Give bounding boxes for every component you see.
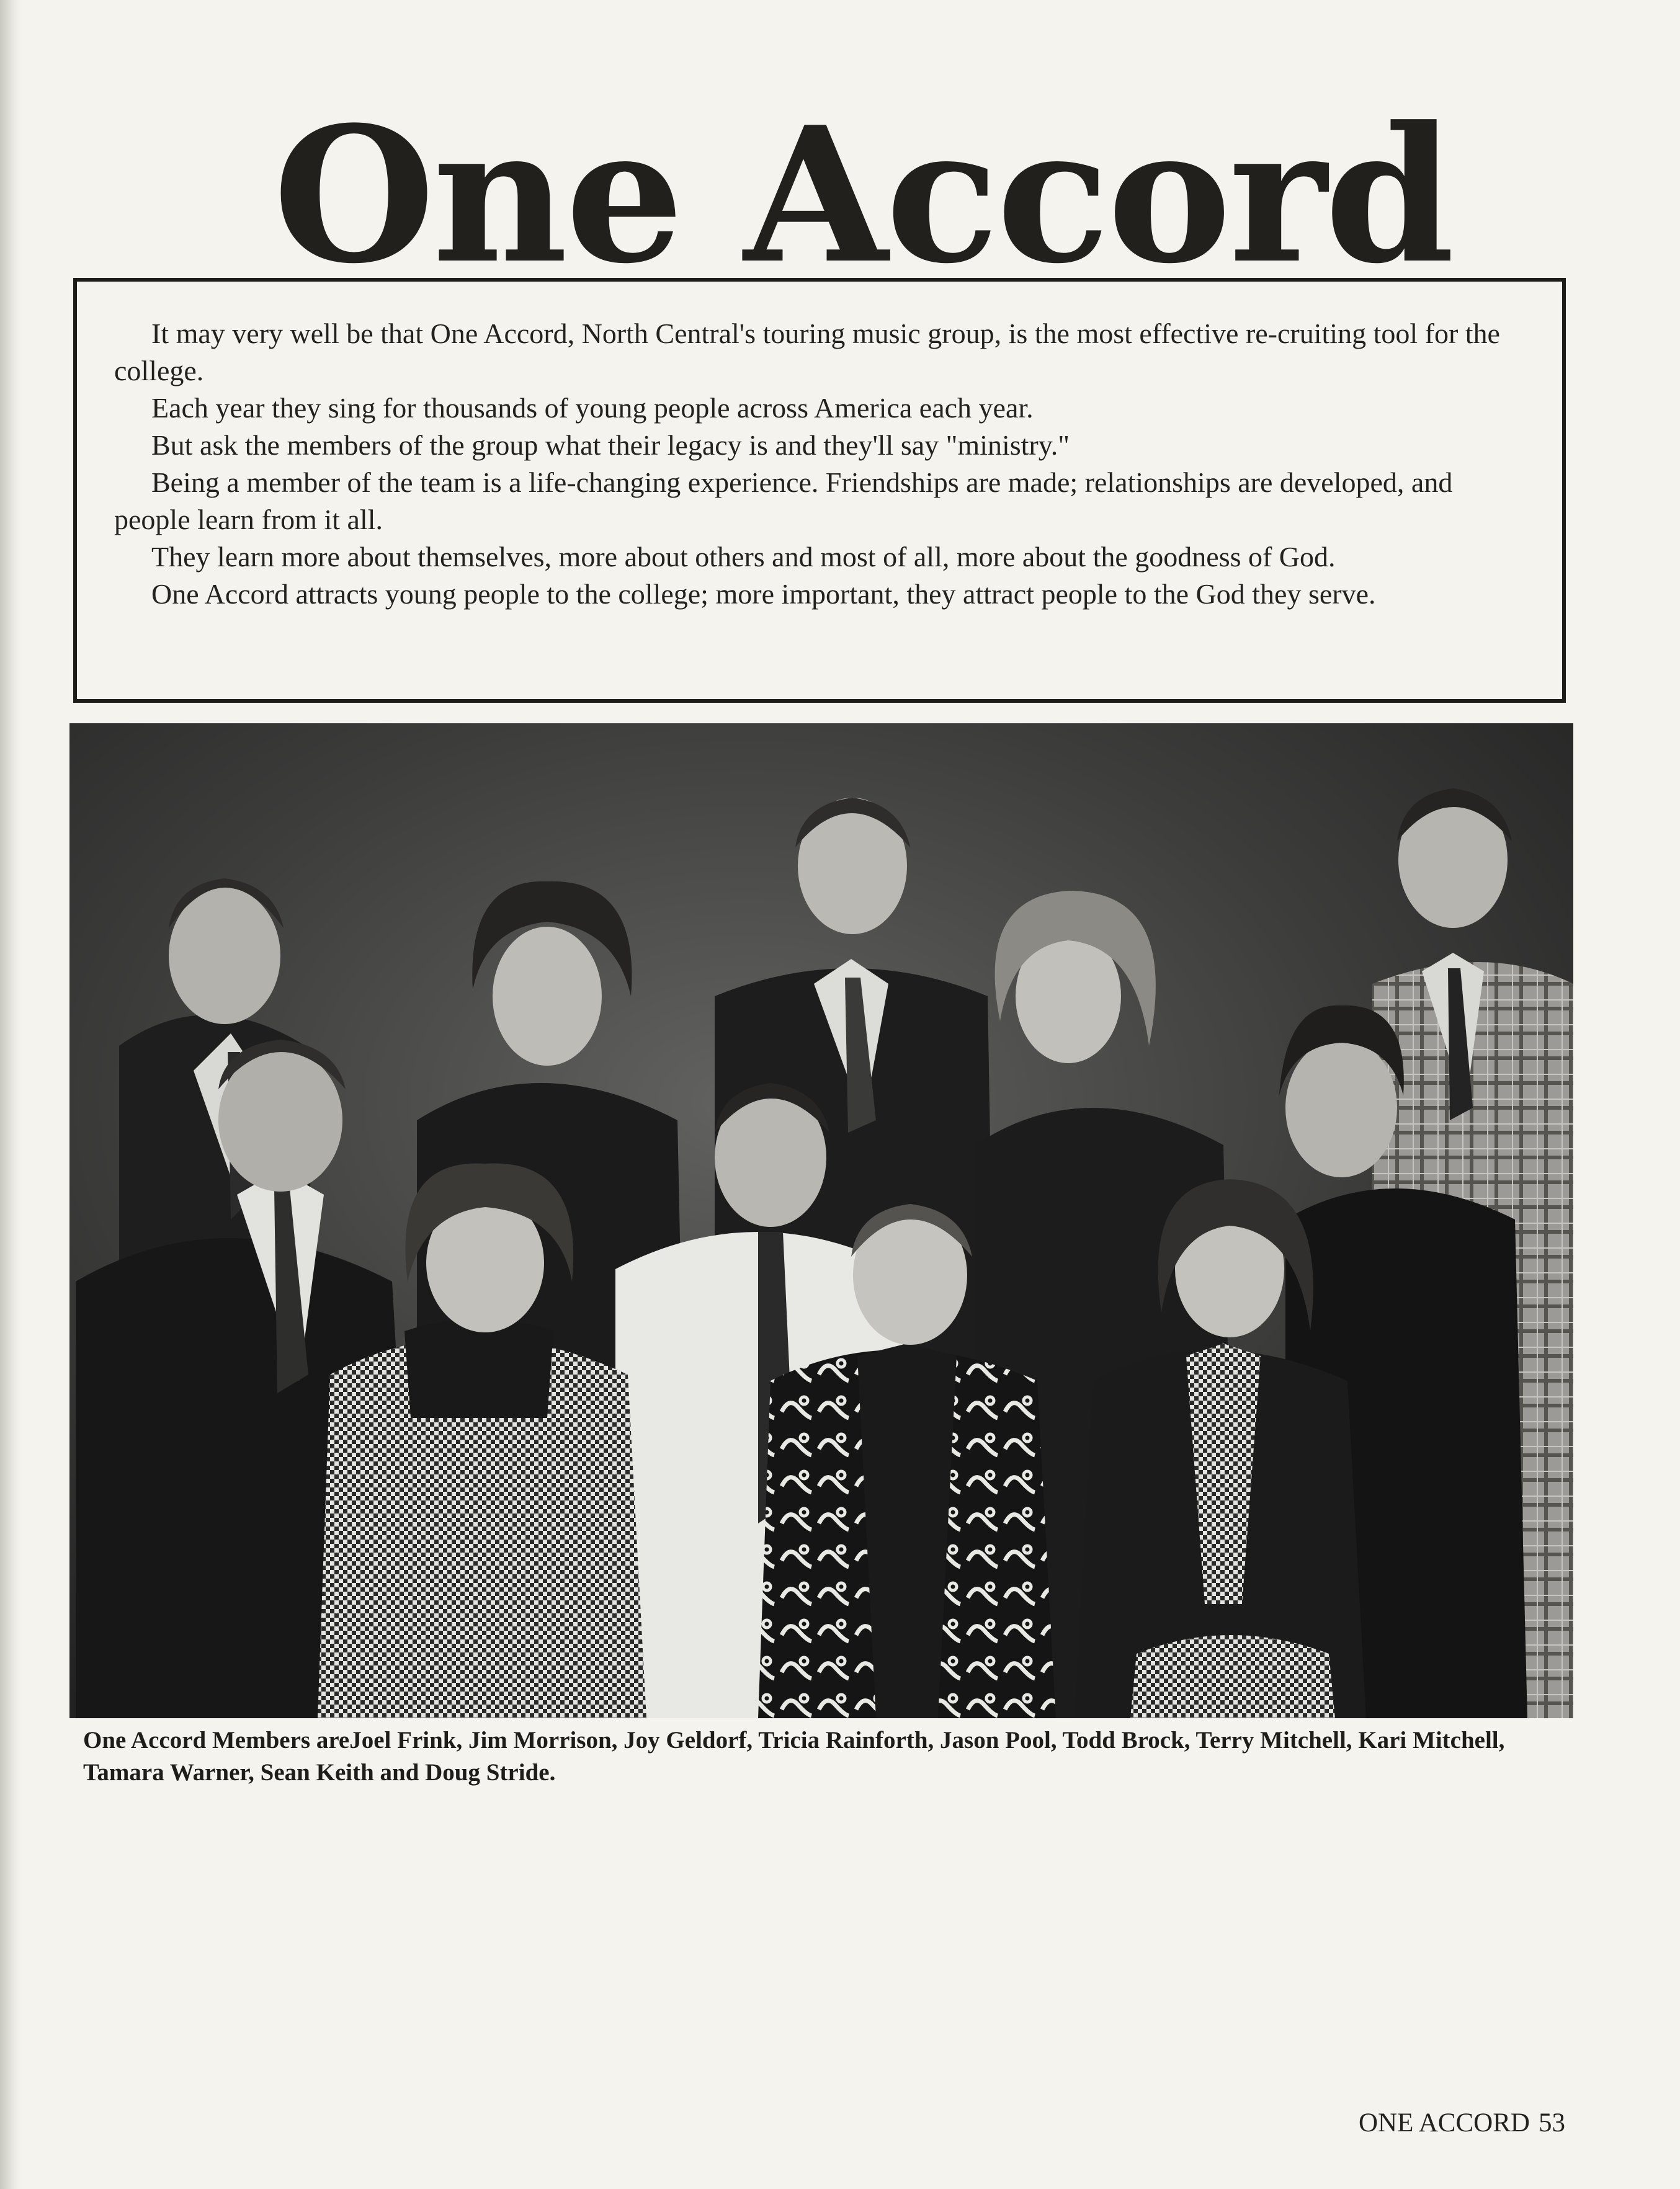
binding-shadow: [0, 0, 21, 2189]
story-paragraph: One Accord attracts young people to the college; more important, they attract people to the God they serve.: [151, 578, 1376, 610]
group-photo-illustration: [69, 723, 1573, 1718]
page-title: One Accord: [273, 86, 1452, 305]
story-paragraph: Each year they sing for thousands of young people across America each year.: [151, 392, 1034, 424]
footer-section-label: ONE ACCORD: [1359, 2108, 1530, 2138]
page-number: 53: [1538, 2108, 1565, 2138]
story-box: [73, 278, 1566, 703]
story-paragraph: They learn more about themselves, more about others and most of all, more about the goodness of God.: [151, 541, 1336, 573]
story-paragraph: It may very well be that One Accord, North Central's touring music group, is the most effective re-cruiting tool for the college.: [114, 318, 1500, 386]
photo-caption: One Accord Members areJoel Frink, Jim Morrison, Joy Geldorf, Tricia Rainforth, Jason Pool, Todd Brock, Terry Mitchell, Kari Mitchell, Tamara Warner, Sean Keith and Doug Stride.: [83, 1727, 1505, 1786]
story-paragraph: But ask the members of the group what their legacy is and they'll say "ministry.": [151, 429, 1070, 461]
page-footer: [1359, 2108, 1574, 2138]
group-photo: [69, 723, 1573, 1718]
story-paragraph: Being a member of the team is a life-changing experience. Friendships are made; relationships are developed, and people learn from it all.: [114, 466, 1453, 535]
